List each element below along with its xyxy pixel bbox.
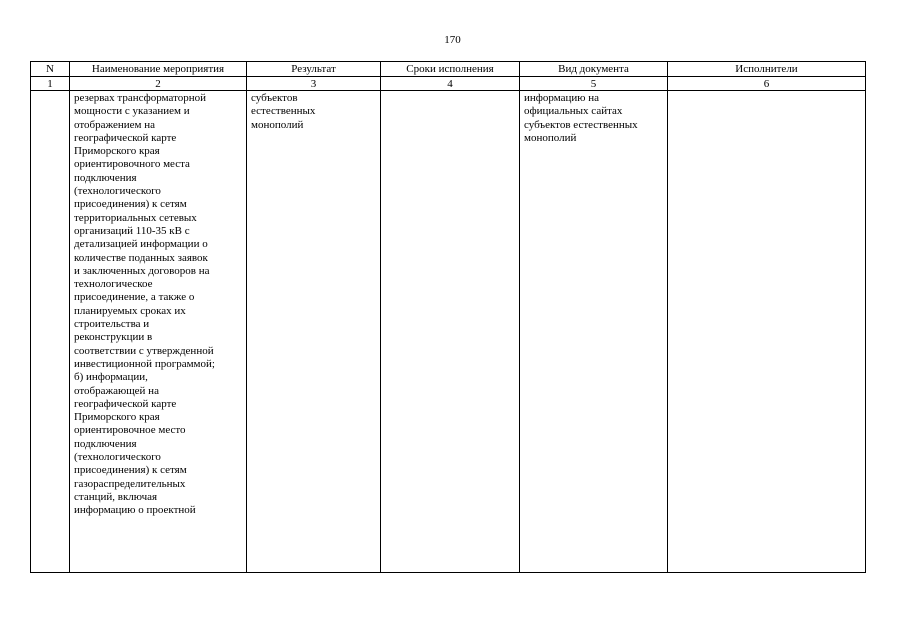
cell-text-line: субъектов [251, 92, 298, 104]
cell-text-line: подключения [74, 171, 137, 184]
column-number: 5 [520, 77, 668, 91]
cell-text-line: монополий [524, 131, 577, 144]
cell-text-line: количестве поданных заявок [74, 251, 208, 264]
cell-text-line: резервах трансформаторной [74, 92, 207, 104]
header-document-type: Вид документа [520, 62, 668, 77]
cell-text-line: информацию о проектной [74, 504, 196, 517]
cell-text-line: организаций 110-35 кВ с [74, 224, 190, 237]
column-number: 6 [668, 77, 866, 91]
column-number: 2 [70, 77, 247, 91]
cell-text-line: станций, включая [74, 490, 158, 503]
measures-table [30, 61, 866, 573]
cell-text-line: естественных [251, 105, 316, 118]
cell-text-line: монополий [251, 118, 304, 131]
cell-text-line: планируемых сроках их [74, 304, 186, 317]
cell-text-line: присоединение, а также о [74, 291, 195, 304]
cell-document-type [520, 91, 668, 573]
cell-deadline [381, 91, 520, 573]
cell-result [247, 91, 381, 573]
cell-text-line: реконструкции в [74, 331, 153, 344]
header-number: N [31, 62, 70, 77]
cell-text-line: (технологического [74, 185, 161, 198]
cell-text-line: ориентировочного места [74, 158, 190, 171]
header-executors: Исполнители [668, 62, 866, 77]
header-row [31, 62, 866, 77]
cell-text-line: строительства и [74, 318, 150, 331]
cell-text-line: территориальных сетевых [74, 211, 197, 224]
cell-text-line: газораспределительных [74, 477, 186, 490]
cell-number [31, 91, 70, 573]
cell-text-line: (технологического [74, 451, 161, 464]
header-deadline: Сроки исполнения [381, 62, 520, 77]
cell-text-line: информацию на [524, 92, 600, 104]
cell-text-line: официальных сайтах [524, 105, 623, 118]
cell-text-line: отображением на [74, 118, 155, 131]
cell-text-line: и заключенных договоров на [74, 264, 210, 277]
cell-text-line: ориентировочное место [74, 424, 186, 437]
cell-text-line: субъектов естественных [524, 118, 638, 131]
column-number: 3 [247, 77, 381, 91]
cell-text-line: Приморского края [74, 411, 160, 424]
cell-measure-name [70, 91, 247, 573]
cell-text-line: б) информации, [74, 371, 148, 384]
cell-text-line: мощности с указанием и [74, 105, 190, 118]
cell-text-line: присоединения) к сетям [74, 464, 187, 477]
cell-text-line: Приморского края [74, 145, 160, 158]
cell-text-line: отображающей на [74, 384, 159, 397]
cell-text-line: технологическое [74, 278, 153, 291]
header-result: Результат [247, 62, 381, 77]
cell-text-line: подключения [74, 437, 137, 450]
cell-text-line: присоединения) к сетям [74, 198, 187, 211]
cell-executors [668, 91, 866, 573]
cell-text-line: детализацией информации о [74, 238, 208, 251]
column-number: 4 [381, 77, 520, 91]
page-number: 170 [444, 34, 461, 46]
header-measure-name: Наименование мероприятия [70, 62, 247, 77]
cell-text-line: географической карте [74, 131, 177, 144]
column-number-row [31, 77, 866, 91]
cell-text-line: географической карте [74, 397, 177, 410]
table-row [31, 91, 866, 573]
column-number: 1 [31, 77, 70, 91]
cell-text-line: инвестиционной программой; [74, 357, 215, 370]
cell-text-line: соответствии с утвержденной [74, 344, 214, 357]
